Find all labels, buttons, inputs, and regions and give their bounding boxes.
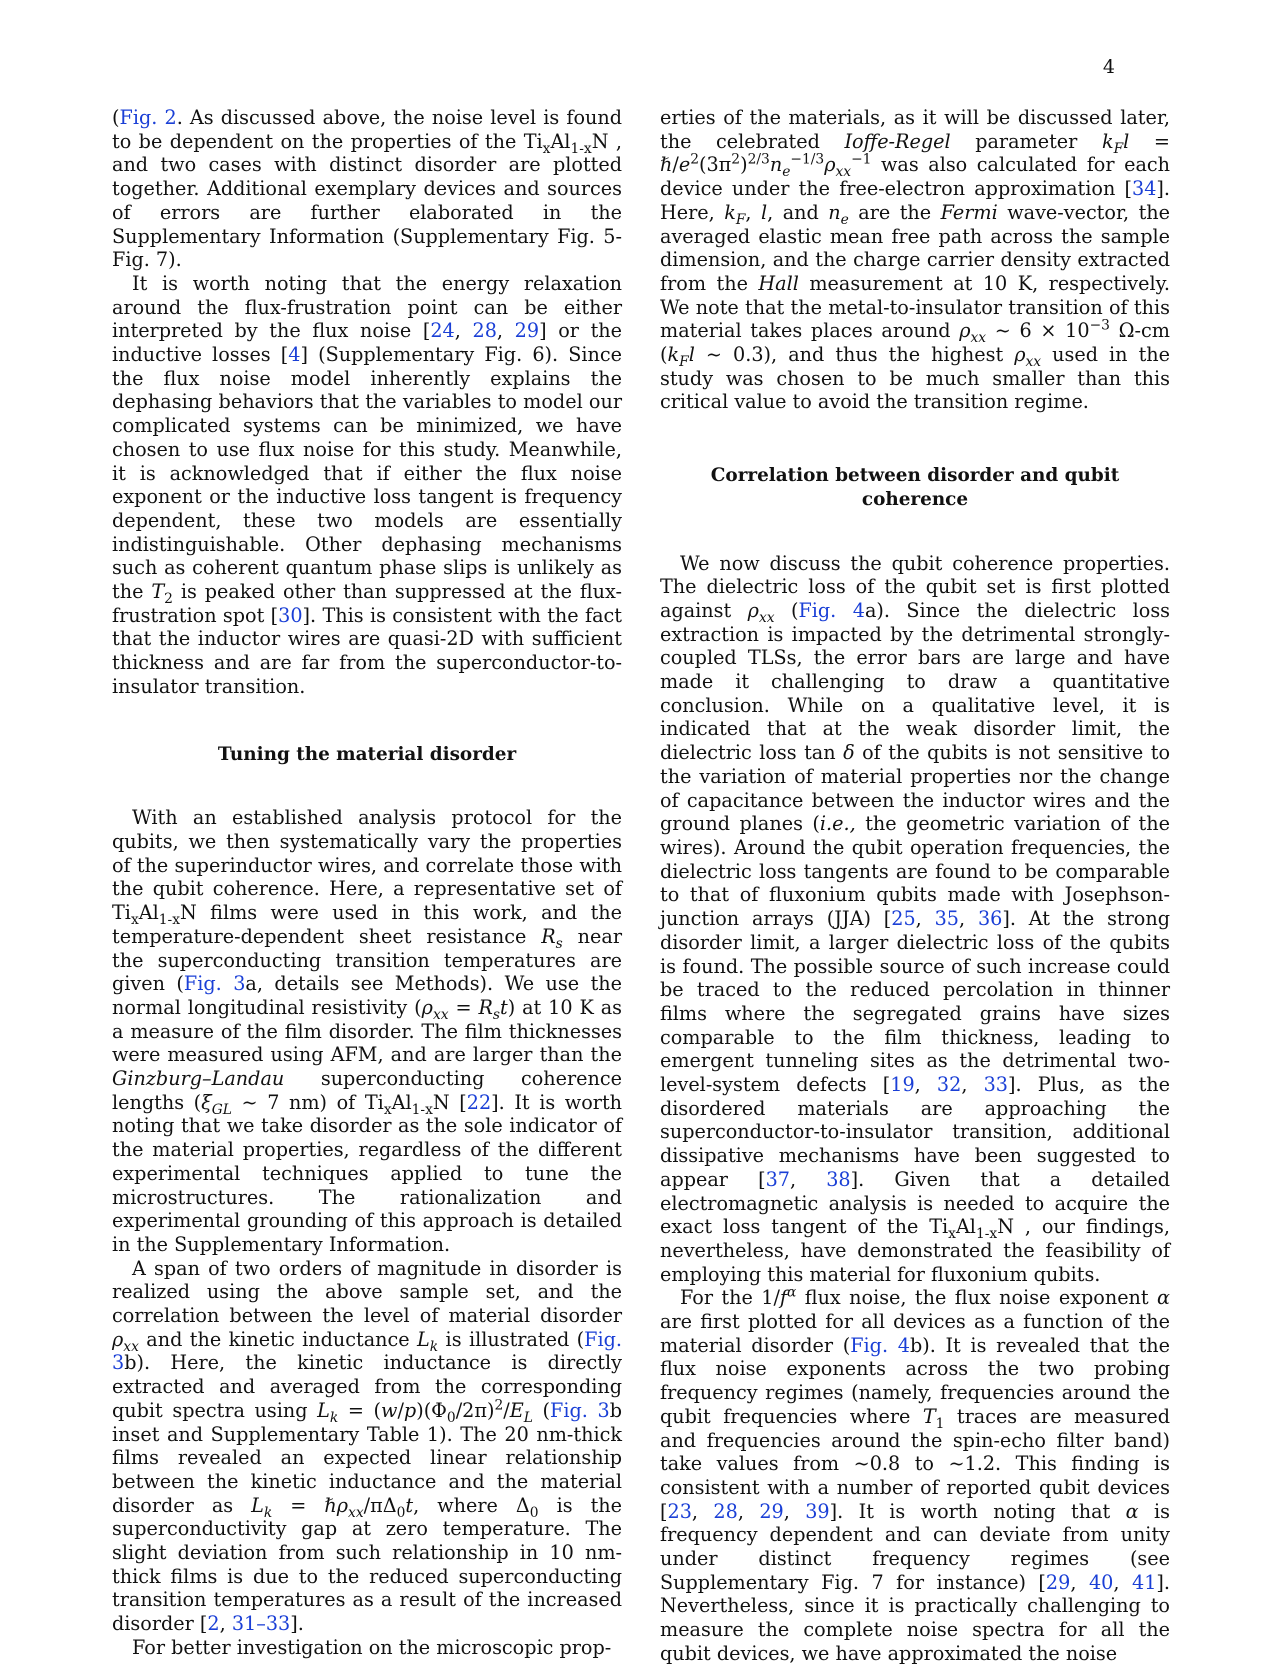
citation-link[interactable]: 36	[977, 907, 1003, 931]
citation-link[interactable]: 2	[207, 1612, 220, 1636]
paragraph: With an established analysis protocol for the qubits, we then systematically vary the properties of the superinductor wires, and correlate those with the qubit coherence. Here, a representative set of $Ti_xAl_{1-x}N$ films were used in this work, and the temperature-dependent sheet resistance $R_s$ near the superconducting transition temperatures are given (Fig. 3a, details see Methods). We use the normal longitudinal resistivity $(\rho_{xx} = R_st)$ at 10 K as a measure of the film disorder. The film thicknesses were measured using AFM, and are larger than the Ginzburg–Landau superconducting coherence lengths ($\xi_{GL}$ ∼ 7 nm) of $Ti_xAl_{1-x}N$ [22]. It is worth noting that we take disorder as the sole indicator of the material properties, regardless of the different experimental techniques applied to tune the microstructures. The rationalization and experimental grounding of this approach is detailed in the Supplementary Information.	[112, 806, 623, 1256]
left-column	[112, 106, 622, 1660]
paragraph: A span of two orders of magnitude in disorder is realized using the above sample set, and the correlation between the level of material disorder $\rho_{xx}$ and the kinetic inductance $L_k$ is illustrated (Fig. 3b). Here, the kinetic inductance is directly extracted and averaged from the corresponding qubit spectra using $L_k = (w/p)(\Phi_0/2\pi)^2/E_L$ (Fig. 3b inset and Supplementary Table 1). The 20 nm-thick films revealed an expected linear relationship between the kinetic inductance and the material disorder as $L_k$ = $\hbar\rho_{xx}/\pi\Delta_0t$, where $\Delta_0$ is the superconductivity gap at zero temperature. The slight deviation from such relationship in 10 nm-thick films is due to the reduced superconducting transition temperatures as a result of the increased disorder [2, 31–33].	[112, 1256, 622, 1636]
citation-link[interactable]: 41	[1131, 1570, 1157, 1594]
citation-link[interactable]: 39	[805, 1499, 830, 1523]
citation-link[interactable]: 35	[934, 907, 960, 931]
citation-link[interactable]: 33	[983, 1073, 1008, 1097]
citation-link[interactable]: 28	[713, 1499, 738, 1523]
citation-link[interactable]: 4	[288, 343, 301, 367]
figure-link[interactable]: Fig. 3	[112, 1327, 622, 1375]
citation-link[interactable]: 29	[1045, 1570, 1071, 1594]
citation-link[interactable]: 30	[278, 603, 303, 627]
citation-link[interactable]: 24	[430, 319, 455, 343]
citation-link[interactable]: 40	[1088, 1570, 1114, 1594]
paragraph: It is worth noting that the energy relaxation around the flux-frustration point can be either interpreted by the flux noise [24, 28, 29] or the inductive losses [4] (Supplementary Fig. 6). Since the flux noise model inherently explains the dephasing behaviors that the variables to model our complicated systems can be minimized, we have chosen to use flux noise for this study. Meanwhile, it is acknowledged that if either the flux noise exponent or the inductive loss tangent is frequency dependent, these two models are essentially indistinguishable. Other dephasing mechanisms such as coherent quantum phase slips is unlikely as the $T_2$ is peaked other than suppressed at the flux-frustration spot [30]. This is consistent with the fact that the inductor wires are quasi-2D with sufficient thickness and are far from the superconductor-to-insulator transition.	[112, 271, 622, 698]
citation-link[interactable]: 29	[759, 1499, 784, 1523]
paragraph: We now discuss the qubit coherence properties. The dielectric loss of the qubit set is first plotted against $\rho_{xx}$ (Fig. 4a). Since the dielectric loss extraction is impacted by the detrimental strongly-coupled TLSs, the error bars are large and have made it challenging to draw a quantitative conclusion. While on a qualitative level, it is indicated that at the weak disorder limit, the dielectric loss tan δ of the qubits is not sensitive to the variation of material properties nor the change of capacitance between the inductor wires and the ground planes (i.e., the geometric variation of the wires). Around the qubit operation frequencies, the dielectric loss tangents are found to be comparable to that of fluxonium qubits made with Josephson-junction arrays (JJA) [25, 35, 36]. At the strong disorder limit, a larger dielectric loss of the qubits is found. The possible source of such increase could be traced to the reduced percolation in thinner films where the segregated grains have sizes comparable to the film thickness, leading to emergent tunneling sites as the detrimental two-level-system defects [19, 32, 33]. Plus, as the disordered materials are approaching the superconductor-to-insulator transition, additional dissipative mechanisms have been suggested to appear [37, 38]. Given that a detailed electromagnetic analysis is needed to acquire the exact loss tangent of the $Ti_xAl_{1-x}N$ , our findings, nevertheless, have demonstrated the feasibility of employing this material for fluxonium qubits.	[660, 551, 1171, 1286]
citation-link[interactable]: 38	[826, 1167, 851, 1191]
figure-link[interactable]: Fig. 4	[850, 1333, 910, 1357]
paragraph: (Fig. 2. As discussed above, the noise level is found to be dependent on the properties of the $Ti_xAl_{1-x}N$ , and two cases with distinct disorder are plotted together. Additional exemplary devices and sources of errors are further elaborated in the Supplementary Information (Supplementary Fig. 5-Fig. 7).	[112, 106, 623, 272]
citation-link[interactable]: 31–33	[231, 1612, 291, 1636]
citation-link[interactable]: 23	[667, 1499, 692, 1523]
right-column	[660, 106, 1170, 1666]
figure-link[interactable]: Fig. 2	[119, 106, 177, 129]
citation-link[interactable]: 32	[936, 1073, 962, 1097]
section-heading: Tuning the material disorder	[217, 743, 517, 765]
paragraph: For the $1/f^\alpha$ flux noise, the flux noise exponent α are first plotted for all devices as a function of the material disorder (Fig. 4b). It is revealed that the flux noise exponents across the two probing frequency regimes (namely, frequencies around the qubit frequencies where $T_1$ traces are measured and frequencies around the spin-echo filter band) take values from ∼0.8 to ∼1.2. This finding is consistent with a number of reported qubit devices [23, 28, 29, 39]. It is worth noting that α is frequency dependent and can deviate from unity under distinct frequency regimes (see Supplementary Fig. 7 for instance) [29, 40, 41]. Nevertheless, since it is practically challenging to measure the complete noise spectra for all the qubit devices, we have approximated the noise	[660, 1284, 1171, 1665]
page-number: 4	[1102, 56, 1115, 78]
figure-link[interactable]: Fig. 4	[798, 598, 865, 622]
figure-link[interactable]: Fig. 3	[550, 1398, 610, 1422]
paragraph: For better investigation on the microscopic prop-	[132, 1635, 612, 1659]
citation-link[interactable]: 19	[890, 1073, 915, 1097]
citation-link[interactable]: 25	[891, 907, 916, 931]
paragraph: erties of the materials, as it will be discussed later, the celebrated Ioffe-Regel parameter $k_Fl$ = $\hbar/e^2(3\pi^2)^{2/3}n_e^{-1/3}\rho_{xx}^{-1}$ was also calculated for each device under the free-electron approximation [34]. Here, $k_F$, l, and $n_e$ are the Fermi wave-vector, the averaged elastic mean free path across the sample dimension, and the charge carrier density extracted from the Hall measurement at 10 K, respectively. We note that the metal-to-insulator transition of this material takes places around $\rho_{xx}$ ∼ $6 \times 10^{-3}$ Ω-cm ($k_Fl$ ∼ 0.3), and thus the highest $\rho_{xx}$ used in the study was chosen to be much smaller than this critical value to avoid the transition regime.	[660, 106, 1170, 414]
citation-link[interactable]: 37	[765, 1167, 790, 1191]
section-heading: Correlation between disorder and qubit coherence	[710, 465, 1120, 510]
figure-link[interactable]: Fig. 3	[183, 972, 246, 996]
citation-link[interactable]: 29	[514, 319, 540, 343]
citation-link[interactable]: 22	[466, 1090, 492, 1114]
citation-link[interactable]: 34	[1131, 177, 1157, 201]
citation-link[interactable]: 28	[472, 319, 497, 343]
